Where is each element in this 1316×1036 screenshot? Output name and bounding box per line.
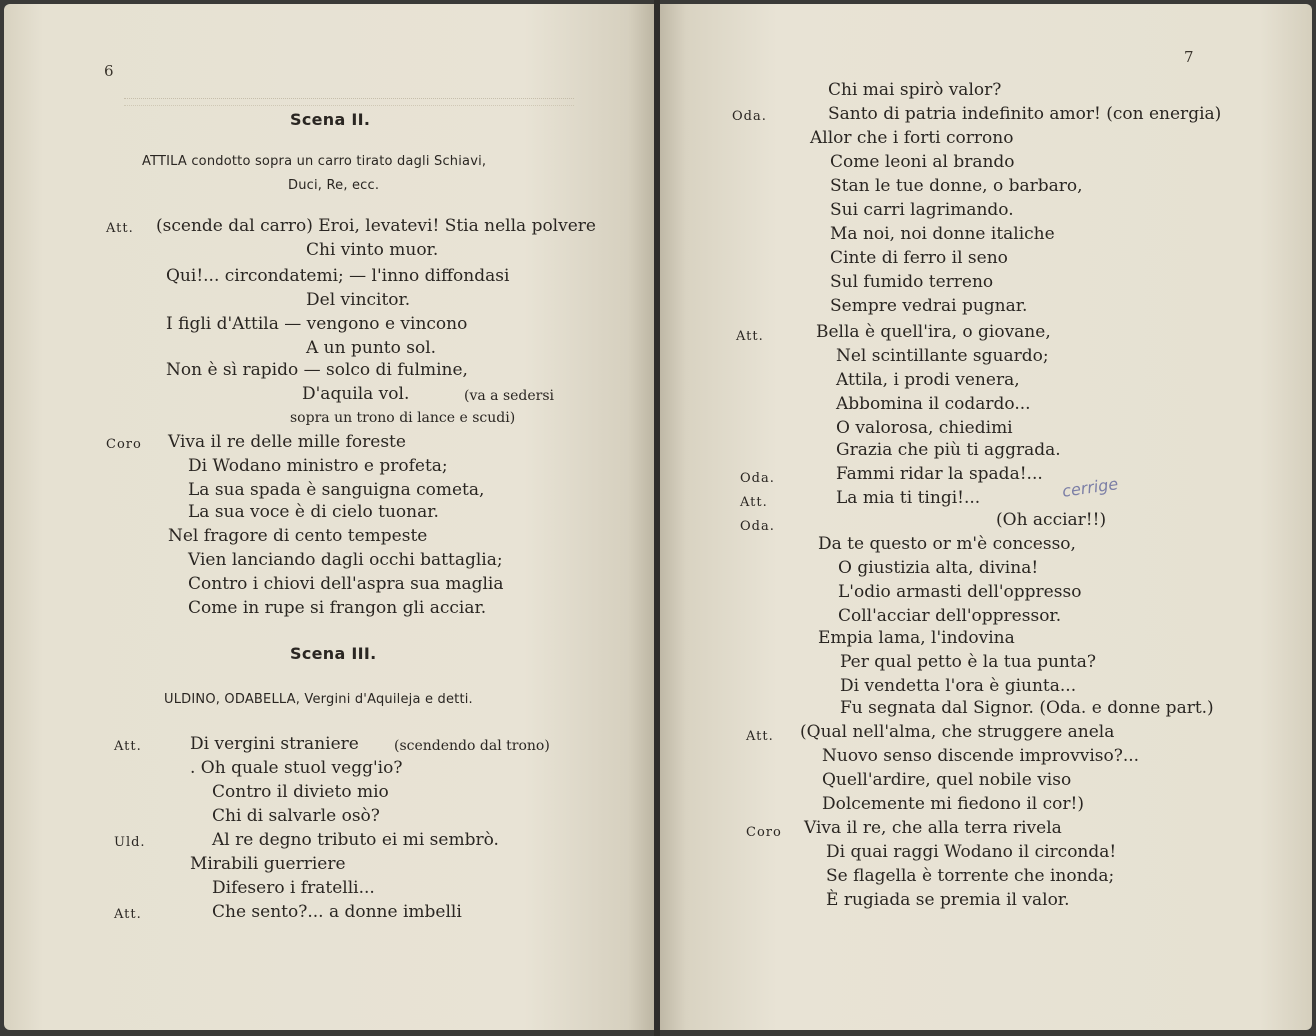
speaker-label: Oda. (740, 471, 775, 486)
stage-direction: sopra un trono di lance e scudi) (290, 410, 516, 426)
page-number: 7 (1184, 48, 1194, 66)
verse-line: Nel scintillante sguardo; (836, 346, 1049, 366)
verse-line: Dolcemente mi fiedono il cor!) (822, 794, 1084, 814)
verse-line: Del vincitor. (306, 290, 411, 310)
verse-line: È rugiada se premia il valor. (826, 890, 1070, 910)
speaker-label: Att. (736, 329, 764, 344)
verse-line: Abbomina il codardo... (836, 394, 1031, 414)
scene-title: Scena II. (290, 110, 371, 129)
verse-line: Ma noi, noi donne italiche (830, 224, 1055, 244)
verse-line: Grazia che più ti aggrada. (836, 440, 1061, 460)
scene-title: Scena III. (290, 644, 377, 663)
speaker-label: Att. (114, 739, 142, 754)
verse-line: D'aquila vol. (302, 384, 410, 404)
verse-line: Santo di patria indefinito amor! (con energia) (828, 104, 1222, 124)
speaker-label: Att. (106, 221, 134, 236)
page-number: 6 (104, 62, 114, 80)
stage-direction: Duci, Re, ecc. (288, 178, 380, 193)
verse-line: Contro i chiovi dell'aspra sua maglia (188, 574, 504, 594)
verse-line: Non è sì rapido — solco di fulmine, (166, 360, 468, 380)
verse-line: Come in rupe si frangon gli acciar. (188, 598, 487, 618)
verse-line: (scende dal carro) Eroi, levatevi! Stia nella polvere (156, 216, 596, 236)
verse-line: Cinte di ferro il seno (830, 248, 1008, 268)
verse-line: Difesero i fratelli... (212, 878, 375, 898)
verse-line: Sempre vedrai pugnar. (830, 296, 1028, 316)
stage-direction: ULDINO, ODABELLA, Vergini d'Aquileja e detti. (164, 692, 473, 707)
stage-direction: (scendendo dal trono) (394, 738, 550, 754)
verse-line: Allor che i forti corrono (810, 128, 1014, 148)
verse-line: Qui!... circondatemi; — l'inno diffondasi (166, 266, 510, 286)
verse-line: Contro il divieto mio (212, 782, 389, 802)
verse-line: Sul fumido terreno (830, 272, 994, 292)
verse-line: Nuovo senso discende improvviso?... (822, 746, 1140, 766)
verse-line: Chi mai spirò valor? (828, 80, 1002, 100)
verse-line: Nel fragore di cento tempeste (168, 526, 428, 546)
verse-line: L'odio armasti dell'oppresso (838, 582, 1082, 602)
verse-line: I figli d'Attila — vengono e vincono (166, 314, 468, 334)
speaker-label: Att. (746, 729, 774, 744)
speaker-label: Coro (746, 825, 782, 840)
left-page (4, 4, 654, 1030)
speaker-label: Uld. (114, 835, 146, 850)
verse-line: Empia lama, l'indovina (818, 628, 1015, 648)
verse-line: Chi vinto muor. (306, 240, 439, 260)
verse-line: O giustizia alta, divina! (838, 558, 1039, 578)
verse-line: O valorosa, chiedimi (836, 418, 1013, 438)
verse-line: Stan le tue donne, o barbaro, (830, 176, 1083, 196)
verse-line: Coll'acciar dell'oppressor. (838, 606, 1062, 626)
verse-line: Viva il re, che alla terra rivela (804, 818, 1062, 838)
verse-line: Al re degno tributo ei mi sembrò. (212, 830, 499, 850)
stage-direction: (va a sedersi (464, 388, 555, 404)
verse-line: La sua voce è di cielo tuonar. (188, 502, 439, 522)
verse-line: Quell'ardire, quel nobile viso (822, 770, 1072, 790)
verse-line: Bella è quell'ira, o giovane, (816, 322, 1051, 342)
verse-line: Come leoni al brando (830, 152, 1015, 172)
verse-line: La mia ti tingi!... (836, 488, 981, 508)
verse-line: A un punto sol. (306, 338, 437, 358)
verse-line: Per qual petto è la tua punta? (840, 652, 1096, 672)
verse-line: Di quai raggi Wodano il circonda! (826, 842, 1117, 862)
verse-line: Sui carri lagrimando. (830, 200, 1014, 220)
header-ornament (124, 98, 574, 106)
verse-line: . Oh quale stuol vegg'io? (190, 758, 403, 778)
verse-line: Vien lanciando dagli occhi battaglia; (188, 550, 503, 570)
verse-line: Mirabili guerriere (190, 854, 346, 874)
verse-line: Attila, i prodi venera, (836, 370, 1020, 390)
verse-line: (Oh acciar!!) (996, 510, 1107, 530)
verse-line: Di vendetta l'ora è giunta... (840, 676, 1077, 696)
verse-line: Che sento?... a donne imbelli (212, 902, 462, 922)
speaker-label: Att. (114, 907, 142, 922)
speaker-label: Oda. (732, 109, 767, 124)
verse-line: La sua spada è sanguigna cometa, (188, 480, 485, 500)
speaker-label: Oda. (740, 519, 775, 534)
pencil-annotation: cerrige (1060, 474, 1120, 501)
speaker-label: Att. (740, 495, 768, 510)
verse-line: Da te questo or m'è concesso, (818, 534, 1076, 554)
right-page (660, 4, 1312, 1030)
verse-line: Chi di salvarle osò? (212, 806, 380, 826)
speaker-label: Coro (106, 437, 142, 452)
verse-line: Se flagella è torrente che inonda; (826, 866, 1115, 886)
verse-line: (Qual nell'alma, che struggere anela (800, 722, 1115, 742)
stage-direction: ATTILA condotto sopra un carro tirato dagli Schiavi, (142, 154, 487, 169)
verse-line: Fammi ridar la spada!... (836, 464, 1043, 484)
verse-line: Di vergini straniere (190, 734, 359, 754)
verse-line: Viva il re delle mille foreste (168, 432, 406, 452)
verse-line: Di Wodano ministro e profeta; (188, 456, 448, 476)
verse-line: Fu segnata dal Signor. (Oda. e donne part.) (840, 698, 1214, 718)
